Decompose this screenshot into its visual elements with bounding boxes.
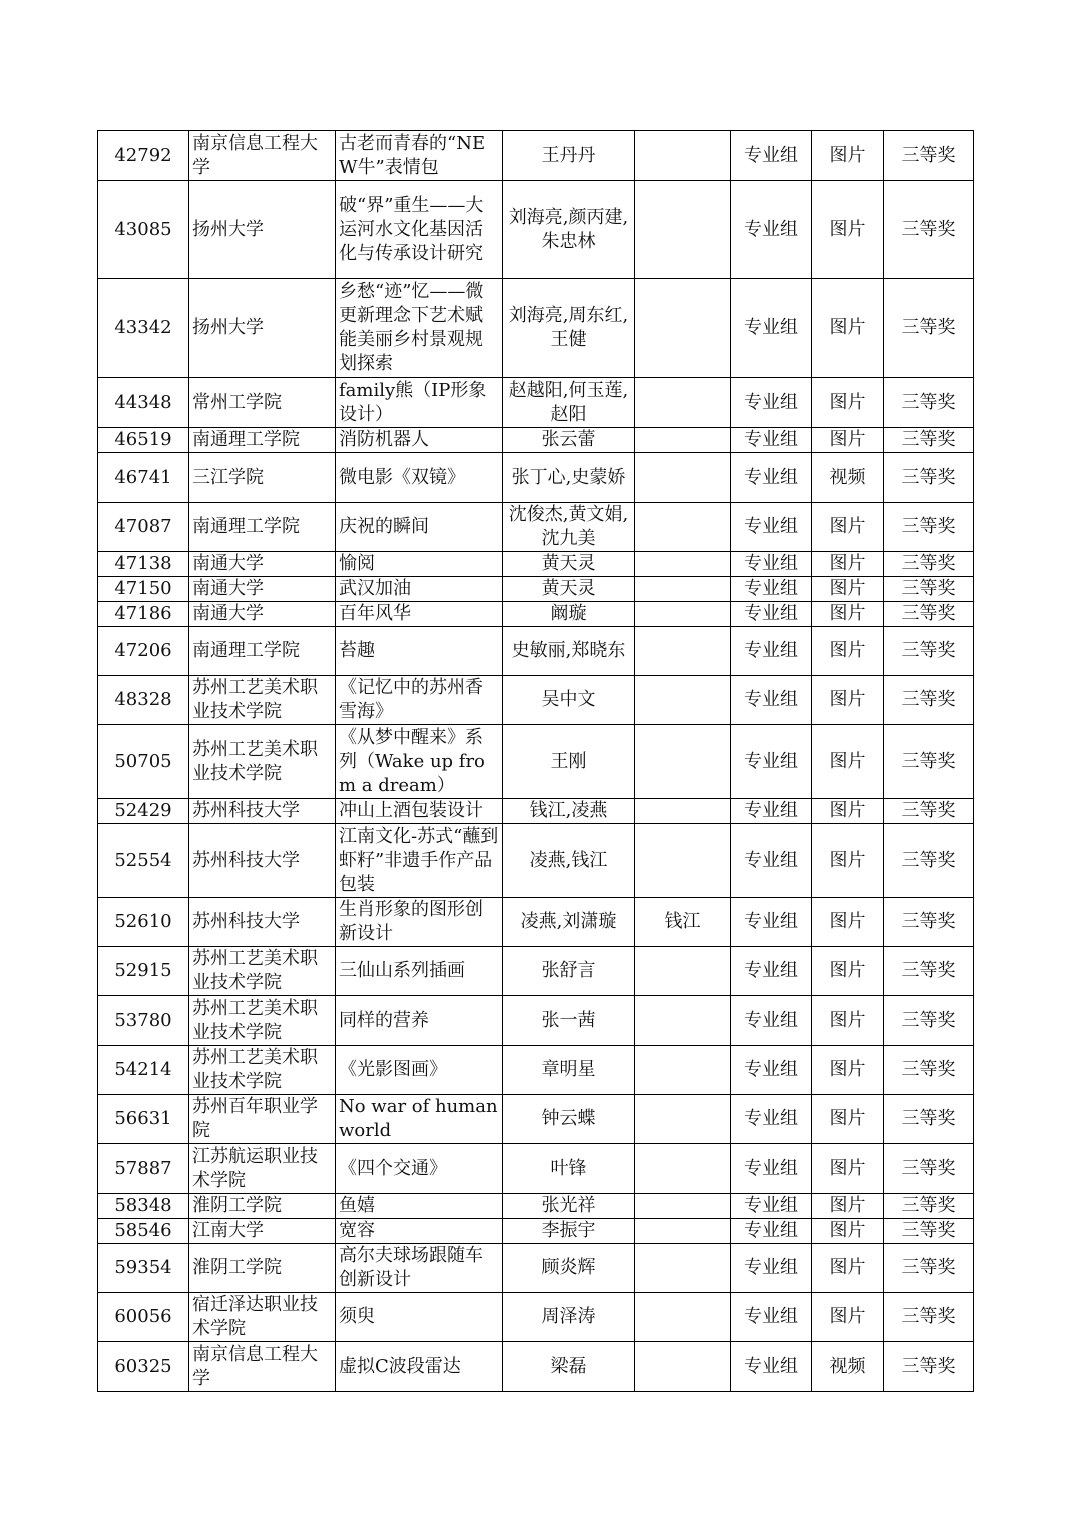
award-level: 三等奖 — [884, 676, 974, 725]
author-names: 周泽涛 — [503, 1293, 635, 1342]
advisor-name — [635, 676, 731, 725]
award-level: 三等奖 — [884, 996, 974, 1046]
award-level: 三等奖 — [884, 602, 974, 627]
work-title: 乡愁“迹”忆——微更新理念下艺术赋能美丽乡村景观规划探索 — [336, 279, 503, 378]
work-type: 图片 — [812, 799, 884, 824]
work-type: 图片 — [812, 898, 884, 947]
award-level: 三等奖 — [884, 1219, 974, 1244]
advisor-name — [635, 1194, 731, 1219]
entry-id: 44348 — [98, 378, 189, 428]
work-type: 图片 — [812, 1194, 884, 1219]
group-category: 专业组 — [731, 1144, 812, 1194]
work-type: 图片 — [812, 1046, 884, 1095]
table-row — [98, 1046, 974, 1095]
work-title: 三仙山系列插画 — [336, 947, 503, 996]
group-category: 专业组 — [731, 1194, 812, 1219]
award-level: 三等奖 — [884, 898, 974, 947]
work-title: 冲山上酒包装设计 — [336, 799, 503, 824]
work-type: 图片 — [812, 996, 884, 1046]
table-row — [98, 799, 974, 824]
author-names: 阚璇 — [503, 602, 635, 627]
award-level: 三等奖 — [884, 577, 974, 602]
author-names: 吴中文 — [503, 676, 635, 725]
entry-id: 47186 — [98, 602, 189, 627]
work-title: 破“界”重生——大运河水文化基因活化与传承设计研究 — [336, 181, 503, 279]
school-name: 常州工学院 — [189, 378, 336, 428]
author-names: 叶锋 — [503, 1144, 635, 1194]
advisor-name — [635, 947, 731, 996]
work-type: 图片 — [812, 279, 884, 378]
award-level: 三等奖 — [884, 1244, 974, 1293]
work-title: 须臾 — [336, 1293, 503, 1342]
work-title: 虚拟C波段雷达 — [336, 1342, 503, 1392]
group-category: 专业组 — [731, 824, 812, 898]
entry-id: 53780 — [98, 996, 189, 1046]
table-row — [98, 503, 974, 552]
author-names: 凌燕,刘潇璇 — [503, 898, 635, 947]
entry-id: 58546 — [98, 1219, 189, 1244]
award-level: 三等奖 — [884, 1046, 974, 1095]
author-names: 赵越阳,何玉莲,赵阳 — [503, 378, 635, 428]
group-category: 专业组 — [731, 453, 812, 503]
author-names: 刘海亮,周东红,王健 — [503, 279, 635, 378]
school-name: 苏州工艺美术职业技术学院 — [189, 996, 336, 1046]
table-row — [98, 1244, 974, 1293]
work-type: 图片 — [812, 1244, 884, 1293]
work-type: 图片 — [812, 725, 884, 799]
group-category: 专业组 — [731, 131, 812, 181]
advisor-name — [635, 602, 731, 627]
work-title: 愉阅 — [336, 552, 503, 577]
entry-id: 47138 — [98, 552, 189, 577]
work-title: 庆祝的瞬间 — [336, 503, 503, 552]
award-level: 三等奖 — [884, 627, 974, 676]
work-title: 同样的营养 — [336, 996, 503, 1046]
author-names: 凌燕,钱江 — [503, 824, 635, 898]
school-name: 苏州工艺美术职业技术学院 — [189, 676, 336, 725]
advisor-name — [635, 428, 731, 453]
work-title: 古老而青春的“NEW牛”表情包 — [336, 131, 503, 181]
entry-id: 47150 — [98, 577, 189, 602]
group-category: 专业组 — [731, 1046, 812, 1095]
school-name: 三江学院 — [189, 453, 336, 503]
entry-id: 52554 — [98, 824, 189, 898]
award-level: 三等奖 — [884, 1095, 974, 1144]
award-level: 三等奖 — [884, 279, 974, 378]
award-level: 三等奖 — [884, 131, 974, 181]
group-category: 专业组 — [731, 503, 812, 552]
table-row — [98, 1194, 974, 1219]
group-category: 专业组 — [731, 996, 812, 1046]
group-category: 专业组 — [731, 378, 812, 428]
award-level: 三等奖 — [884, 453, 974, 503]
work-type: 图片 — [812, 428, 884, 453]
school-name: 南通大学 — [189, 602, 336, 627]
table-row — [98, 378, 974, 428]
author-names: 梁磊 — [503, 1342, 635, 1392]
author-names: 张光祥 — [503, 1194, 635, 1219]
group-category: 专业组 — [731, 627, 812, 676]
school-name: 南通理工学院 — [189, 503, 336, 552]
advisor-name — [635, 577, 731, 602]
work-type: 图片 — [812, 1144, 884, 1194]
group-category: 专业组 — [731, 181, 812, 279]
work-type: 图片 — [812, 627, 884, 676]
work-title: No war of human world — [336, 1095, 503, 1144]
work-type: 图片 — [812, 1219, 884, 1244]
group-category: 专业组 — [731, 602, 812, 627]
work-title: family熊（IP形象设计） — [336, 378, 503, 428]
award-level: 三等奖 — [884, 378, 974, 428]
advisor-name — [635, 1219, 731, 1244]
table-row — [98, 627, 974, 676]
group-category: 专业组 — [731, 552, 812, 577]
entry-id: 47206 — [98, 627, 189, 676]
group-category: 专业组 — [731, 947, 812, 996]
work-type: 图片 — [812, 947, 884, 996]
table-row — [98, 577, 974, 602]
school-name: 苏州工艺美术职业技术学院 — [189, 947, 336, 996]
entry-id: 43342 — [98, 279, 189, 378]
group-category: 专业组 — [731, 1219, 812, 1244]
author-names: 钟云蝶 — [503, 1095, 635, 1144]
advisor-name — [635, 996, 731, 1046]
advisor-name — [635, 279, 731, 378]
advisor-name — [635, 181, 731, 279]
advisor-name — [635, 131, 731, 181]
author-names: 张舒言 — [503, 947, 635, 996]
school-name: 江苏航运职业技术学院 — [189, 1144, 336, 1194]
award-level: 三等奖 — [884, 1293, 974, 1342]
author-names: 王刚 — [503, 725, 635, 799]
school-name: 淮阴工学院 — [189, 1194, 336, 1219]
award-level: 三等奖 — [884, 552, 974, 577]
table-row — [98, 131, 974, 181]
table-row — [98, 279, 974, 378]
work-type: 图片 — [812, 131, 884, 181]
author-names: 史敏丽,郑晓东 — [503, 627, 635, 676]
work-type: 视频 — [812, 1342, 884, 1392]
school-name: 南京信息工程大学 — [189, 1342, 336, 1392]
school-name: 江南大学 — [189, 1219, 336, 1244]
author-names: 张云蕾 — [503, 428, 635, 453]
award-level: 三等奖 — [884, 1194, 974, 1219]
work-title: 高尔夫球场跟随车创新设计 — [336, 1244, 503, 1293]
entry-id: 42792 — [98, 131, 189, 181]
table-row — [98, 1144, 974, 1194]
work-type: 图片 — [812, 552, 884, 577]
work-type: 视频 — [812, 453, 884, 503]
advisor-name — [635, 1244, 731, 1293]
table-row — [98, 428, 974, 453]
group-category: 专业组 — [731, 1244, 812, 1293]
author-names: 黄天灵 — [503, 577, 635, 602]
school-name: 苏州科技大学 — [189, 799, 336, 824]
group-category: 专业组 — [731, 428, 812, 453]
work-title: 江南文化-苏式“蘸到虾籽”非遗手作产品包装 — [336, 824, 503, 898]
table-row — [98, 181, 974, 279]
award-level: 三等奖 — [884, 947, 974, 996]
entry-id: 48328 — [98, 676, 189, 725]
author-names: 张一茜 — [503, 996, 635, 1046]
advisor-name — [635, 453, 731, 503]
school-name: 扬州大学 — [189, 181, 336, 279]
table-row — [98, 824, 974, 898]
table-row — [98, 996, 974, 1046]
entry-id: 52429 — [98, 799, 189, 824]
work-type: 图片 — [812, 577, 884, 602]
group-category: 专业组 — [731, 577, 812, 602]
entry-id: 59354 — [98, 1244, 189, 1293]
work-title: 生肖形象的图形创新设计 — [336, 898, 503, 947]
work-title: 《从梦中醒来》系列（Wake up from a dream） — [336, 725, 503, 799]
author-names: 沈俊杰,黄文娟,沈九美 — [503, 503, 635, 552]
table-row — [98, 947, 974, 996]
entry-id: 52915 — [98, 947, 189, 996]
work-title: 鱼嬉 — [336, 1194, 503, 1219]
advisor-name — [635, 1144, 731, 1194]
advisor-name — [635, 799, 731, 824]
work-type: 图片 — [812, 1095, 884, 1144]
entry-id: 56631 — [98, 1095, 189, 1144]
advisor-name — [635, 378, 731, 428]
author-names: 顾炎辉 — [503, 1244, 635, 1293]
school-name: 苏州工艺美术职业技术学院 — [189, 725, 336, 799]
table-row — [98, 898, 974, 947]
award-level: 三等奖 — [884, 1144, 974, 1194]
award-table — [97, 130, 974, 1392]
work-type: 图片 — [812, 1293, 884, 1342]
work-type: 图片 — [812, 602, 884, 627]
entry-id: 46519 — [98, 428, 189, 453]
advisor-name — [635, 1095, 731, 1144]
work-title: 微电影《双镜》 — [336, 453, 503, 503]
advisor-name: 钱江 — [635, 898, 731, 947]
table-row — [98, 453, 974, 503]
table-row — [98, 1342, 974, 1392]
advisor-name — [635, 1342, 731, 1392]
author-names: 李振宇 — [503, 1219, 635, 1244]
school-name: 南通大学 — [189, 552, 336, 577]
work-title: 苔趣 — [336, 627, 503, 676]
school-name: 苏州科技大学 — [189, 824, 336, 898]
group-category: 专业组 — [731, 1095, 812, 1144]
group-category: 专业组 — [731, 898, 812, 947]
advisor-name — [635, 503, 731, 552]
group-category: 专业组 — [731, 1342, 812, 1392]
work-type: 图片 — [812, 824, 884, 898]
school-name: 淮阴工学院 — [189, 1244, 336, 1293]
work-title: 《四个交通》 — [336, 1144, 503, 1194]
author-names: 钱江,凌燕 — [503, 799, 635, 824]
school-name: 南京信息工程大学 — [189, 131, 336, 181]
work-type: 图片 — [812, 676, 884, 725]
group-category: 专业组 — [731, 676, 812, 725]
entry-id: 50705 — [98, 725, 189, 799]
school-name: 南通理工学院 — [189, 627, 336, 676]
award-level: 三等奖 — [884, 824, 974, 898]
advisor-name — [635, 552, 731, 577]
entry-id: 43085 — [98, 181, 189, 279]
award-level: 三等奖 — [884, 503, 974, 552]
entry-id: 52610 — [98, 898, 189, 947]
author-names: 黄天灵 — [503, 552, 635, 577]
award-level: 三等奖 — [884, 725, 974, 799]
author-names: 刘海亮,颜丙建,朱忠林 — [503, 181, 635, 279]
entry-id: 58348 — [98, 1194, 189, 1219]
advisor-name — [635, 725, 731, 799]
award-level: 三等奖 — [884, 1342, 974, 1392]
author-names: 章明星 — [503, 1046, 635, 1095]
work-type: 图片 — [812, 181, 884, 279]
work-type: 图片 — [812, 503, 884, 552]
work-title: 消防机器人 — [336, 428, 503, 453]
table-row — [98, 725, 974, 799]
school-name: 宿迁泽达职业技术学院 — [189, 1293, 336, 1342]
entry-id: 60056 — [98, 1293, 189, 1342]
school-name: 扬州大学 — [189, 279, 336, 378]
advisor-name — [635, 627, 731, 676]
work-title: 百年风华 — [336, 602, 503, 627]
work-title: 宽容 — [336, 1219, 503, 1244]
group-category: 专业组 — [731, 725, 812, 799]
table-row — [98, 552, 974, 577]
entry-id: 47087 — [98, 503, 189, 552]
entry-id: 60325 — [98, 1342, 189, 1392]
table-row — [98, 1293, 974, 1342]
school-name: 苏州百年职业学院 — [189, 1095, 336, 1144]
school-name: 南通理工学院 — [189, 428, 336, 453]
work-title: 《光影图画》 — [336, 1046, 503, 1095]
advisor-name — [635, 1046, 731, 1095]
entry-id: 54214 — [98, 1046, 189, 1095]
school-name: 苏州工艺美术职业技术学院 — [189, 1046, 336, 1095]
work-title: 武汉加油 — [336, 577, 503, 602]
author-names: 王丹丹 — [503, 131, 635, 181]
award-level: 三等奖 — [884, 181, 974, 279]
group-category: 专业组 — [731, 799, 812, 824]
group-category: 专业组 — [731, 279, 812, 378]
work-title: 《记忆中的苏州香雪海》 — [336, 676, 503, 725]
advisor-name — [635, 824, 731, 898]
entry-id: 46741 — [98, 453, 189, 503]
work-type: 图片 — [812, 378, 884, 428]
table-row — [98, 602, 974, 627]
school-name: 苏州科技大学 — [189, 898, 336, 947]
table-row — [98, 676, 974, 725]
award-level: 三等奖 — [884, 799, 974, 824]
advisor-name — [635, 1293, 731, 1342]
table-row — [98, 1219, 974, 1244]
award-level: 三等奖 — [884, 428, 974, 453]
table-row — [98, 1095, 974, 1144]
award-table-body — [98, 131, 974, 1392]
entry-id: 57887 — [98, 1144, 189, 1194]
school-name: 南通大学 — [189, 577, 336, 602]
group-category: 专业组 — [731, 1293, 812, 1342]
author-names: 张丁心,史蒙娇 — [503, 453, 635, 503]
